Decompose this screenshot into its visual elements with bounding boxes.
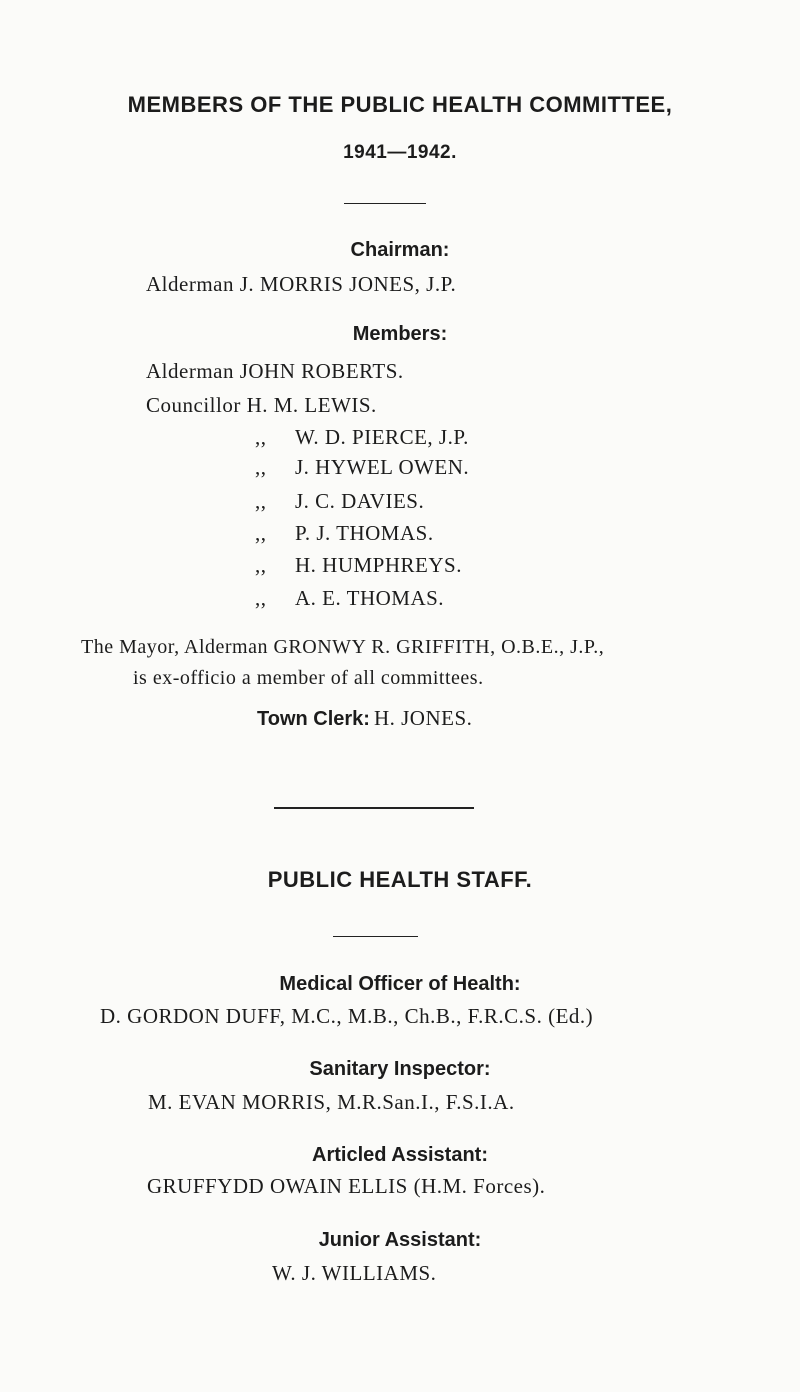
chairman-name: Alderman J. MORRIS JONES, J.P. (146, 272, 457, 296)
junior-assistant-heading: Junior Assistant: (318, 1229, 482, 1251)
member-ditto-row (255, 586, 444, 611)
member-lewis: Councillor H. M. LEWIS. (146, 393, 377, 417)
member-humphreys: H. HUMPHREYS. (295, 553, 462, 577)
mayor-ex-officio-line: is ex-officio a member of all committees. (133, 667, 484, 689)
member-a-thomas: A. E. THOMAS. (295, 586, 445, 610)
mayor-line: The Mayor, Alderman GRONWY R. GRIFFITH, O.B.E., J.P., (81, 636, 605, 658)
member-ditto-row (255, 521, 434, 546)
ditto-mark: ,, (255, 553, 267, 577)
divider (344, 203, 426, 204)
member-davies: J. C. DAVIES. (295, 489, 425, 513)
ditto-mark: ,, (255, 455, 267, 479)
committee-years: 1941—1942. (343, 142, 457, 163)
member-p-thomas: P. J. THOMAS. (295, 521, 434, 545)
ditto-mark: ,, (255, 489, 267, 513)
town-clerk-label: Town Clerk: (257, 708, 370, 730)
section-divider (274, 807, 474, 809)
members-heading: Members: (352, 323, 448, 345)
sanitary-inspector-heading: Sanitary Inspector: (309, 1058, 491, 1080)
divider (333, 936, 418, 937)
member-ditto-row (255, 553, 462, 578)
sanitary-inspector-name: M. EVAN MORRIS, M.R.San.I., F.S.I.A. (148, 1090, 515, 1114)
staff-title: PUBLIC HEALTH STAFF. (267, 867, 533, 892)
articled-assistant-heading: Articled Assistant: (312, 1144, 488, 1166)
articled-assistant-name: GRUFFYDD OWAIN ELLIS (H.M. Forces). (147, 1174, 546, 1198)
member-owen: J. HYWEL OWEN. (295, 455, 470, 479)
town-clerk-name: H. JONES. (373, 706, 473, 730)
junior-assistant-name: W. J. WILLIAMS. (272, 1261, 437, 1285)
town-clerk (257, 706, 472, 731)
member-pierce: W. D. PIERCE, J.P. (295, 425, 469, 449)
moh-name: D. GORDON DUFF, M.C., M.B., Ch.B., F.R.C.S. (Ed.) (100, 1004, 594, 1028)
member-ditto-row (255, 425, 469, 450)
member-ditto-row (255, 455, 469, 480)
ditto-mark: ,, (255, 586, 267, 610)
member-ditto-row (255, 489, 424, 514)
member-roberts: Alderman JOHN ROBERTS. (146, 359, 404, 383)
ditto-mark: ,, (255, 521, 267, 545)
moh-heading: Medical Officer of Health: (279, 973, 521, 995)
chairman-heading: Chairman: (350, 239, 450, 261)
committee-title: MEMBERS OF THE PUBLIC HEALTH COMMITTEE, (127, 92, 673, 117)
ditto-mark: ,, (255, 425, 267, 449)
